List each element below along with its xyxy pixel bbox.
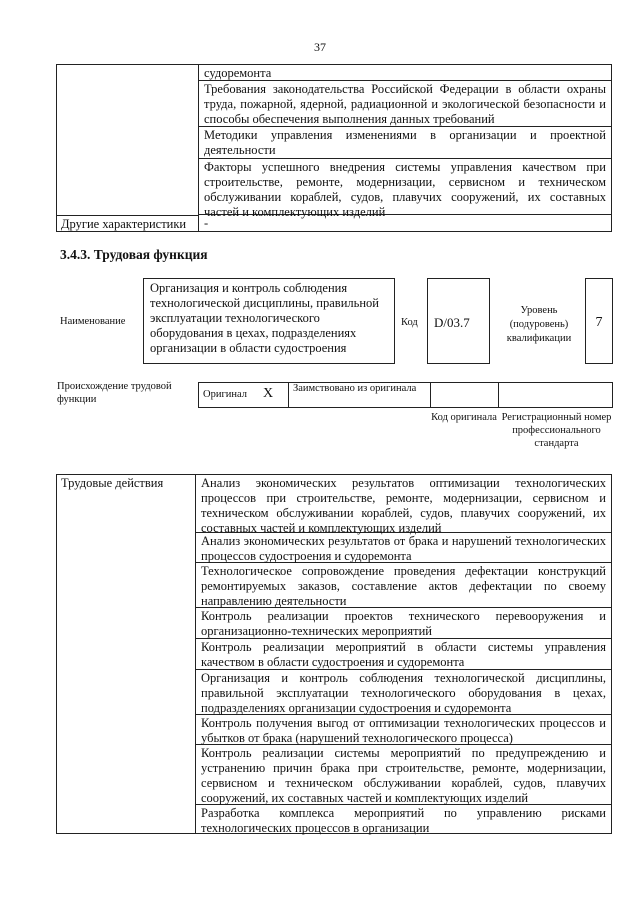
original-cell [199,383,289,407]
function-name-box: Организация и контроль соблюдения технологической дисциплины, правильной эксплуатации технологического оборудования в цехах, подразделениях организации в области судостроения [143,278,395,364]
labor-action-row: Контроль получения выгод от оптимизации технологических процессов и убытков от брака (нарушений технологического процесса) [196,715,611,745]
labor-action-row: Организация и контроль соблюдения технологической дисциплины, правильной эксплуатации технологического оборудования в цехах, подразделениях организации судостроения и судоремонта [196,670,611,715]
borrowed-cell [289,383,431,407]
knowledge-row: Факторы успешного внедрения системы управления качеством при строительстве, ремонте, модернизации, сервисном и техническом обслуживании кораблей, судов, плавучих сооружений, их составных частей и комплектующих изделий [199,159,611,215]
code-original-label: Код оригинала [431,412,497,423]
knowledge-row: Требования законодательства Российской Федерации в области охраны труда, пожарной, ядерной, радиационной и экологической безопасности и способы обеспечения выполнения данных требований [199,81,611,127]
code-value-box: D/03.7 [427,278,490,364]
labor-action-row: Технологическое сопровождение проведения дефектации конструкций ремонтируемых заказов, составление актов дефектации по своему направлению деятельности [196,563,611,608]
labor-actions-table [56,474,612,834]
labor-action-row: Анализ экономических результатов оптимизации технологических процессов при строительстве, ремонте, модернизации, сервисном и техническом обслуживании кораблей, судов, плавучих сооружений, их составных частей и комплектующих изделий [196,475,611,533]
origin-label: Происхождение трудовой функции [57,381,172,405]
knowledge-row: судоремонта [199,65,611,81]
borrowed-label: Заимствовано из оригинала [293,383,417,394]
section-title: 3.4.3. Трудовая функция [60,247,208,262]
code-original-cell [431,383,499,407]
origin-row [198,382,613,408]
labor-action-row: Контроль реализации системы мероприятий по предупреждению и устранению причин брака при строительстве, ремонте, модернизации, сервисном и техническом обслуживании кораблей, судов, плавучих сооружений, их составных частей и комплектующих изделий [196,745,611,805]
labor-actions-label: Трудовые действия [61,476,164,490]
original-mark: X [263,386,274,401]
row-divider [57,215,198,216]
labor-action-row: Контроль реализации проектов технического перевооружения и организационно-технических мероприятий [196,608,611,639]
labor-action-row: Анализ экономических результатов от брака и нарушений технологических процессов судостроения и судоремонта [196,533,611,563]
reg-number-cell [499,383,612,407]
code-label: Код [401,317,418,328]
knowledge-label-column [57,65,199,231]
labor-action-row: Контроль реализации мероприятий в области системы управления качеством в области судостроения и судоремонта [196,639,611,670]
other-characteristics-label: Другие характеристики [61,217,187,231]
name-label: Наименование [60,316,126,327]
level-value-box: 7 [585,278,613,364]
labor-action-row: Разработка комплекса мероприятий по управлению рисками технологических процессов в организации [201,806,606,835]
labor-actions-label-column [57,475,196,833]
page-number: 37 [314,40,326,54]
knowledge-row: Методики управления изменениями в организации и проектной деятельности [199,127,611,159]
level-label: Уровень (подуровень) квалификации [506,305,572,344]
knowledge-table [56,64,612,232]
other-characteristics-value: - [204,216,209,230]
reg-number-label: Регистрационный номер профессионального стандарта [501,412,612,449]
original-label: Оригинал [203,389,247,400]
